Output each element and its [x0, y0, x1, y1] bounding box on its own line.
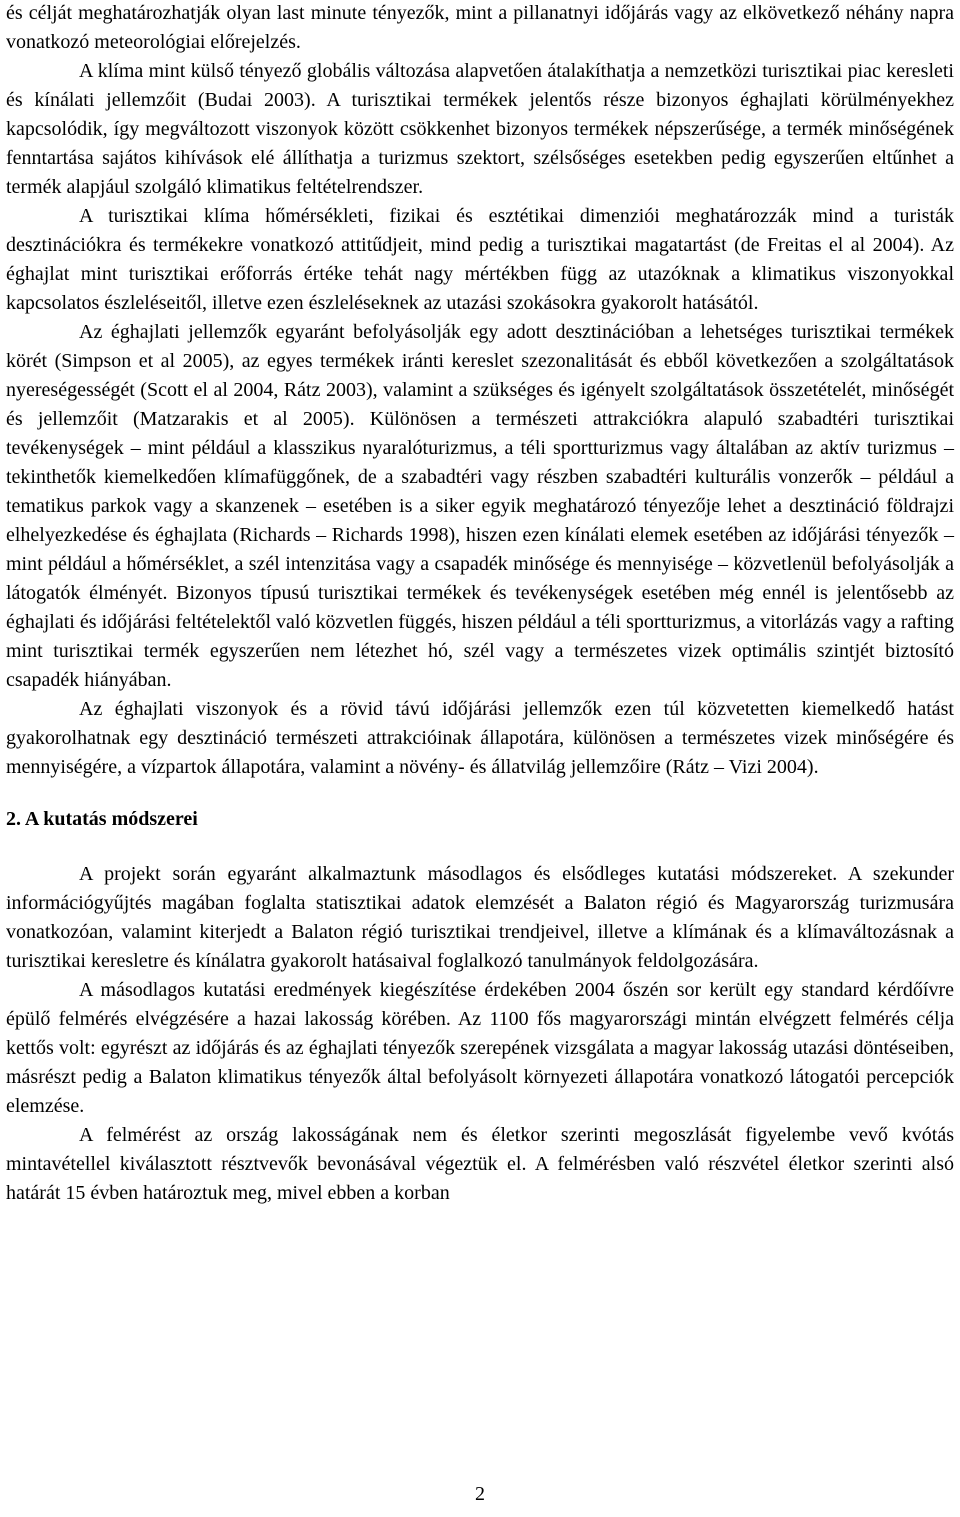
- paragraph-survey: A másodlagos kutatási eredmények kiegészítése érdekében 2004 őszén sor került egy standard kérdőívre épülő felmérés elvégzésére a hazai lakosság körében. Az 1100 fős magyarországi mintán elvégzett felmérés célja kettős volt: egyrészt az időjárás és az éghajlati tényezők szerepének vizsgálata a magyar lakosság utazási döntéseiben, másrészt pedig a Balaton klimatikus tényezők által befolyásolt környezeti állapotára vonatkozó látogatói percepciók elemzése.: [6, 979, 954, 1117]
- page-number: 2: [475, 1483, 485, 1505]
- section-heading: 2. A kutatás módszerei: [6, 808, 198, 830]
- paragraph-research-methods: A projekt során egyaránt alkalmaztunk másodlagos és elsődleges kutatási módszereket. A szekunder információgyűjtés magában foglalta statisztikai adatok elemzését a Balaton régió és Magyarország turizmusára vonatkozóan, valamint kiterjedt a Balaton régió turisztikai trendjeivel, illetve a klímának és a klímaváltozásnak a turisztikai keresletre és kínálatra gyakorolt hatásaival foglalkozó tanulmányok feldolgozására.: [6, 863, 954, 972]
- paragraph-climate-change: A klíma mint külső tényező globális változása alapvetően átalakíthatja a nemzetközi turisztikai piac keresleti és kínálati jellemzőit (Budai 2003). A turisztikai termékek jelentős része bizonyos éghajlati körülményekhez kapcsolódik, így megváltozott viszonyok között csökkenhet bizonyos termékek népszerűsége, a termék minőségének fenntartása sajátos kihívások elé állíthatja a turizmus szektort, szélsőséges esetekben pedig egyszerűen eltűnhet a termék alapjául szolgáló klimatikus feltételrendszer.: [6, 60, 954, 198]
- paragraph-sampling: A felmérést az ország lakosságának nem és életkor szerinti megoszlását figyelembe vevő kvótás mintavétellel kiválasztott résztvevők bevonásával végeztük el. A felmérésben való részvétel életkor szerinti alsó határát 15 évben határoztuk meg, mivel ebben a korban: [6, 1124, 954, 1204]
- document-page: [6, 0, 954, 1208]
- paragraph-tourism-climate: A turisztikai klíma hőmérsékleti, fizikai és esztétikai dimenziói meghatározzák mind a turisták desztinációkra és termékekre vonatkozó attitűdjeit, mind pedig a turisztikai magatartást (de Freitas el al 2004). Az éghajlat mint turisztikai erőforrás értéke tehát nagy mértékben függ az utazóknak a klimatikus viszonyokkal kapcsolatos észleléseitől, illetve ezen észleléseknek az utazási szokásokra gyakorolt hatásától.: [6, 205, 954, 314]
- paragraph-climate-characteristics: Az éghajlati jellemzők egyaránt befolyásolják egy adott desztinációban a lehetséges turisztikai termékek körét (Simpson et al 2005), az egyes termékek iránti kereslet szezonalitását és ebből következően a szolgáltatások nyereségességét (Scott el al 2004, Rátz 2003), valamint a szükséges és igényelt szolgáltatások összetételét, minőségét és jellemzőit (Matzarakis et al 2005). Különösen a természeti attrakciókra alapuló szabadtéri turisztikai tevékenységek – mint például a klasszikus nyaralóturizmus, a téli sportturizmus vagy általában az aktív turizmus – tekinthetők kiemelkedően klímafüggőnek, de a szabadtéri vagy részben szabadtéri kulturális vonzerők – például a tematikus parkok vagy a skanzenek – esetében is a siker egyik meghatározó tényezője lehet a desztináció földrajzi elhelyezkedése és éghajlata (Richards – Richards 1998), hiszen ezen kínálati elemek esetében az időjárási tényezők – mint például a hőmérséklet, a szél intenzitása vagy a csapadék minősége és mennyisége – közvetlenül befolyásolják a látogatók élményét. Bizonyos típusú turisztikai termékek és tevékenységek esetében még ennél is jelentősebb az éghajlati és időjárási feltételektől való közvetlen függés, hiszen például a téli sportturizmus, a vitorlázás vagy a rafting mint turisztikai termék egyszerűen nem létezhet hó, szél vagy a természetes vizek optimális szintjét biztosító csapadék hiányában.: [6, 321, 954, 691]
- paragraph-continuation: és célját meghatározhatják olyan last minute tényezők, mint a pillanatnyi időjárás vagy az elkövetkező néhány napra vonatkozó meteorológiai előrejelzés.: [6, 2, 954, 53]
- paragraph-indirect-effects: Az éghajlati viszonyok és a rövid távú időjárási jellemzők ezen túl közvetetten kiemelkedő hatást gyakorolhatnak egy desztináció természeti attrakcióinak állapotára, különösen a természetes vizek minőségére és mennyiségére, a vízpartok állapotára, valamint a növény- és állatvilág jellemzőire (Rátz – Vizi 2004).: [6, 698, 954, 778]
